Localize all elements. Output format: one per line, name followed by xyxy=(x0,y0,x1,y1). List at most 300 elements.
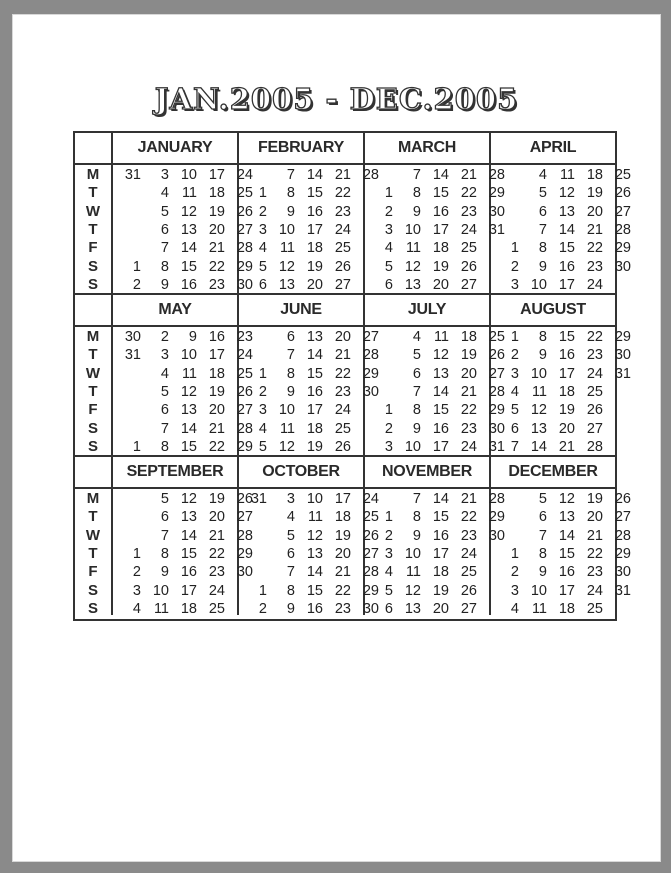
day-number: 2 xyxy=(160,329,169,345)
day-number: 5 xyxy=(286,527,295,544)
month-name: JANUARY xyxy=(137,139,213,156)
weekday-label: T xyxy=(88,220,98,238)
day-number: 24 xyxy=(460,438,477,455)
day-number: 11 xyxy=(531,383,547,400)
day-number: 11 xyxy=(181,365,197,382)
day-number: 9 xyxy=(286,203,295,220)
day-number: 20 xyxy=(208,509,225,526)
day-number: 7 xyxy=(160,527,169,544)
day-number: 17 xyxy=(208,347,225,364)
day-number: 21 xyxy=(334,347,351,364)
day-number: 6 xyxy=(412,365,421,382)
day-number: 4 xyxy=(510,383,519,400)
day-number: 6 xyxy=(160,221,169,238)
day-number: 2 xyxy=(258,383,267,400)
month-october xyxy=(239,457,379,617)
day-number: 2 xyxy=(384,203,393,220)
day-number: 9 xyxy=(160,564,169,581)
day-number: 29 xyxy=(236,258,253,275)
day-number: 19 xyxy=(586,491,603,507)
day-number: 30 xyxy=(488,420,505,437)
day-number: 4 xyxy=(160,365,169,382)
day-number: 10 xyxy=(404,438,421,455)
day-number: 3 xyxy=(510,276,519,293)
day-number: 24 xyxy=(208,582,225,599)
day-number: 15 xyxy=(558,545,575,562)
day-number: 2 xyxy=(510,258,519,275)
day-number: 8 xyxy=(538,240,547,257)
day-number: 5 xyxy=(510,402,519,419)
weekday-label: S xyxy=(87,599,98,617)
day-number: 18 xyxy=(460,329,477,345)
day-number: 31 xyxy=(488,221,505,238)
weekday-label: S xyxy=(87,257,98,275)
day-number: 3 xyxy=(132,582,141,599)
weekday-label: F xyxy=(88,239,98,257)
day-number: 30 xyxy=(362,383,379,400)
day-number: 29 xyxy=(362,365,379,382)
calendar-title: JAN.2005 - DEC.2005 xyxy=(154,82,519,116)
day-number: 26 xyxy=(460,582,477,599)
month-march xyxy=(365,133,505,293)
day-number: 11 xyxy=(405,240,421,257)
day-number: 16 xyxy=(306,203,323,220)
day-number: 16 xyxy=(208,329,225,345)
day-number: 10 xyxy=(530,582,547,599)
day-number: 10 xyxy=(180,167,197,183)
day-number: 30 xyxy=(614,258,631,275)
day-number: 14 xyxy=(432,491,449,507)
day-number: 4 xyxy=(384,240,393,257)
day-number: 25 xyxy=(586,383,603,400)
day-number: 29 xyxy=(236,438,253,455)
day-number: 20 xyxy=(460,365,477,382)
day-number: 30 xyxy=(614,564,631,581)
day-number: 31 xyxy=(488,438,505,455)
day-number: 9 xyxy=(412,420,421,437)
day-number: 26 xyxy=(614,185,631,202)
day-number: 1 xyxy=(132,438,141,455)
day-number: 29 xyxy=(488,509,505,526)
day-number: 19 xyxy=(432,258,449,275)
day-number: 24 xyxy=(586,276,603,293)
day-number: 1 xyxy=(132,258,141,275)
day-number: 13 xyxy=(306,329,323,345)
day-number: 23 xyxy=(208,564,225,581)
day-number: 2 xyxy=(132,564,141,581)
month-june xyxy=(239,295,379,455)
day-number: 9 xyxy=(412,203,421,220)
day-number: 4 xyxy=(538,167,547,183)
day-number: 8 xyxy=(538,545,547,562)
day-number: 16 xyxy=(306,600,323,617)
day-number: 8 xyxy=(160,545,169,562)
day-number: 7 xyxy=(412,167,421,183)
day-number: 12 xyxy=(180,491,197,507)
day-number: 7 xyxy=(286,347,295,364)
day-number: 10 xyxy=(278,402,295,419)
day-number: 17 xyxy=(558,365,575,382)
day-number: 9 xyxy=(538,347,547,364)
day-number: 18 xyxy=(558,383,575,400)
day-number: 2 xyxy=(132,276,141,293)
day-number: 11 xyxy=(307,509,323,526)
day-number: 15 xyxy=(306,365,323,382)
day-number: 24 xyxy=(362,491,379,507)
weekday-column xyxy=(75,295,113,455)
day-number: 27 xyxy=(236,509,253,526)
day-number: 28 xyxy=(614,527,631,544)
day-number: 23 xyxy=(208,276,225,293)
day-number: 18 xyxy=(586,167,603,183)
day-number: 13 xyxy=(558,509,575,526)
day-number: 23 xyxy=(236,329,253,345)
day-number: 28 xyxy=(236,240,253,257)
day-number: 23 xyxy=(334,600,351,617)
day-number: 3 xyxy=(286,491,295,507)
day-number: 22 xyxy=(586,545,603,562)
day-number: 18 xyxy=(432,240,449,257)
day-number: 4 xyxy=(258,240,267,257)
day-number: 20 xyxy=(558,420,575,437)
day-number: 26 xyxy=(334,258,351,275)
day-number: 9 xyxy=(286,383,295,400)
day-number: 6 xyxy=(160,402,169,419)
day-number: 25 xyxy=(488,329,505,345)
day-number: 14 xyxy=(180,420,197,437)
weekday-label: F xyxy=(88,563,98,581)
day-number: 4 xyxy=(160,185,169,202)
day-number: 19 xyxy=(586,185,603,202)
day-number: 3 xyxy=(510,365,519,382)
day-number: 10 xyxy=(306,491,323,507)
month-may xyxy=(113,295,253,455)
day-number: 13 xyxy=(180,402,197,419)
day-number: 6 xyxy=(384,276,393,293)
day-number: 27 xyxy=(236,402,253,419)
day-number: 19 xyxy=(558,402,575,419)
day-number: 21 xyxy=(586,527,603,544)
day-number: 27 xyxy=(362,329,379,345)
day-number: 24 xyxy=(334,221,351,238)
weekday-label: W xyxy=(85,364,101,382)
day-number: 10 xyxy=(404,221,421,238)
month-november xyxy=(365,457,505,617)
day-number: 17 xyxy=(208,167,225,183)
day-number: 15 xyxy=(180,258,197,275)
day-number: 27 xyxy=(334,276,351,293)
day-number: 11 xyxy=(405,564,421,581)
day-number: 27 xyxy=(586,420,603,437)
day-number: 1 xyxy=(510,240,519,257)
day-number: 23 xyxy=(460,527,477,544)
day-number: 5 xyxy=(538,185,547,202)
day-number: 25 xyxy=(236,365,253,382)
month-name: APRIL xyxy=(529,139,577,156)
day-number: 15 xyxy=(306,185,323,202)
day-number: 25 xyxy=(334,240,351,257)
day-number: 8 xyxy=(160,438,169,455)
day-number: 25 xyxy=(460,564,477,581)
day-number: 15 xyxy=(180,438,197,455)
day-number: 29 xyxy=(614,240,631,257)
day-number: 2 xyxy=(258,203,267,220)
day-number: 8 xyxy=(412,185,421,202)
day-number: 29 xyxy=(614,329,631,345)
day-number: 1 xyxy=(258,185,267,202)
day-number: 18 xyxy=(306,240,323,257)
day-number: 12 xyxy=(530,402,547,419)
day-number: 6 xyxy=(384,600,393,617)
day-number: 19 xyxy=(208,491,225,507)
month-name: MARCH xyxy=(397,139,457,156)
day-number: 15 xyxy=(180,545,197,562)
day-number: 30 xyxy=(362,600,379,617)
day-number: 3 xyxy=(384,221,393,238)
day-number: 21 xyxy=(460,167,477,183)
day-number: 21 xyxy=(208,527,225,544)
day-number: 11 xyxy=(433,329,449,345)
day-number: 14 xyxy=(180,527,197,544)
day-number: 5 xyxy=(538,491,547,507)
day-number: 26 xyxy=(236,491,253,507)
day-number: 26 xyxy=(362,527,379,544)
day-number: 11 xyxy=(181,185,197,202)
day-number: 15 xyxy=(558,240,575,257)
day-number: 8 xyxy=(412,509,421,526)
day-number: 12 xyxy=(404,258,421,275)
day-number: 17 xyxy=(180,582,197,599)
month-august xyxy=(491,295,631,455)
day-number: 3 xyxy=(160,347,169,364)
day-number: 17 xyxy=(306,402,323,419)
weekday-label: S xyxy=(87,419,98,437)
day-number: 27 xyxy=(460,600,477,617)
day-number: 8 xyxy=(160,258,169,275)
day-number: 22 xyxy=(460,509,477,526)
day-number: 5 xyxy=(160,491,169,507)
day-number: 12 xyxy=(432,347,449,364)
day-number: 13 xyxy=(404,276,421,293)
day-number: 13 xyxy=(530,420,547,437)
day-number: 7 xyxy=(510,438,519,455)
day-number: 15 xyxy=(432,185,449,202)
day-number: 5 xyxy=(160,383,169,400)
day-number: 22 xyxy=(586,329,603,345)
day-number: 23 xyxy=(334,383,351,400)
day-number: 16 xyxy=(180,276,197,293)
day-number: 14 xyxy=(558,221,575,238)
calendar-card xyxy=(12,14,661,862)
day-number: 12 xyxy=(180,203,197,220)
day-number: 3 xyxy=(384,545,393,562)
day-number: 20 xyxy=(208,221,225,238)
day-number: 16 xyxy=(432,203,449,220)
day-number: 25 xyxy=(614,167,631,183)
day-number: 16 xyxy=(558,258,575,275)
day-number: 28 xyxy=(236,420,253,437)
day-number: 13 xyxy=(180,509,197,526)
day-number: 7 xyxy=(286,167,295,183)
day-number: 22 xyxy=(460,185,477,202)
day-number: 7 xyxy=(286,564,295,581)
day-number: 23 xyxy=(586,258,603,275)
day-number: 31 xyxy=(124,167,141,183)
day-number: 2 xyxy=(510,347,519,364)
day-number: 22 xyxy=(208,545,225,562)
month-name: SEPTEMBER xyxy=(126,463,224,480)
day-number: 2 xyxy=(510,564,519,581)
day-number: 25 xyxy=(208,600,225,617)
day-number: 5 xyxy=(258,258,267,275)
day-number: 19 xyxy=(306,258,323,275)
day-number: 19 xyxy=(334,527,351,544)
day-number: 26 xyxy=(236,203,253,220)
day-number: 17 xyxy=(334,491,351,507)
day-number: 14 xyxy=(530,438,547,455)
day-number: 31 xyxy=(614,582,631,599)
day-number: 17 xyxy=(432,438,449,455)
day-number: 20 xyxy=(306,276,323,293)
weekday-label: W xyxy=(85,202,101,220)
day-number: 12 xyxy=(558,185,575,202)
year-calendar-grid xyxy=(73,131,631,621)
day-number: 8 xyxy=(286,185,295,202)
day-number: 21 xyxy=(460,383,477,400)
day-number: 12 xyxy=(278,258,295,275)
day-number: 4 xyxy=(510,600,519,617)
day-number: 22 xyxy=(334,365,351,382)
day-number: 30 xyxy=(236,564,253,581)
day-number: 5 xyxy=(160,203,169,220)
day-number: 23 xyxy=(586,347,603,364)
day-number: 4 xyxy=(286,509,295,526)
day-number: 29 xyxy=(236,545,253,562)
day-number: 26 xyxy=(460,258,477,275)
day-number: 24 xyxy=(236,167,253,183)
month-name: NOVEMBER xyxy=(381,463,473,480)
day-number: 7 xyxy=(160,240,169,257)
day-number: 14 xyxy=(306,167,323,183)
weekday-label: M xyxy=(86,328,100,345)
day-number: 9 xyxy=(286,600,295,617)
weekday-label: M xyxy=(86,490,100,507)
day-number: 2 xyxy=(258,600,267,617)
day-number: 8 xyxy=(286,582,295,599)
weekday-label: F xyxy=(88,401,98,419)
weekday-label: T xyxy=(88,544,98,562)
month-april xyxy=(491,133,631,293)
weekday-column xyxy=(75,133,113,293)
day-number: 25 xyxy=(334,420,351,437)
day-number: 11 xyxy=(559,167,575,183)
day-number: 18 xyxy=(180,600,197,617)
day-number: 12 xyxy=(306,527,323,544)
weekday-label: M xyxy=(86,166,100,183)
day-number: 11 xyxy=(279,240,295,257)
day-number: 5 xyxy=(384,258,393,275)
day-number: 13 xyxy=(558,203,575,220)
day-number: 7 xyxy=(160,420,169,437)
day-number: 21 xyxy=(334,167,351,183)
month-name: JUNE xyxy=(280,301,322,318)
day-number: 11 xyxy=(531,600,547,617)
day-number: 9 xyxy=(538,564,547,581)
day-number: 27 xyxy=(614,509,631,526)
day-number: 17 xyxy=(306,221,323,238)
day-number: 20 xyxy=(334,329,351,345)
day-number: 18 xyxy=(306,420,323,437)
day-number: 24 xyxy=(586,582,603,599)
day-number: 28 xyxy=(586,438,603,455)
day-number: 24 xyxy=(460,221,477,238)
day-number: 1 xyxy=(510,329,519,345)
day-number: 16 xyxy=(558,564,575,581)
day-number: 1 xyxy=(132,545,141,562)
day-number: 25 xyxy=(236,185,253,202)
day-number: 15 xyxy=(432,402,449,419)
day-number: 4 xyxy=(412,329,421,345)
month-name: DECEMBER xyxy=(508,463,598,480)
day-number: 16 xyxy=(180,564,197,581)
day-number: 5 xyxy=(412,347,421,364)
day-number: 31 xyxy=(250,491,267,507)
day-number: 27 xyxy=(236,221,253,238)
day-number: 22 xyxy=(334,582,351,599)
day-number: 30 xyxy=(488,527,505,544)
day-number: 20 xyxy=(432,276,449,293)
day-number: 7 xyxy=(538,221,547,238)
day-number: 25 xyxy=(460,240,477,257)
day-number: 12 xyxy=(278,438,295,455)
day-number: 27 xyxy=(614,203,631,220)
day-number: 6 xyxy=(510,420,519,437)
day-number: 19 xyxy=(306,438,323,455)
day-number: 3 xyxy=(160,167,169,183)
day-number: 28 xyxy=(362,564,379,581)
day-number: 25 xyxy=(362,509,379,526)
day-number: 20 xyxy=(208,402,225,419)
day-number: 26 xyxy=(614,491,631,507)
day-number: 8 xyxy=(286,365,295,382)
day-number: 6 xyxy=(286,329,295,345)
day-number: 16 xyxy=(558,347,575,364)
day-number: 30 xyxy=(488,203,505,220)
day-number: 14 xyxy=(558,527,575,544)
day-number: 5 xyxy=(384,582,393,599)
day-number: 5 xyxy=(258,438,267,455)
day-number: 28 xyxy=(362,347,379,364)
day-number: 19 xyxy=(432,582,449,599)
day-number: 20 xyxy=(334,545,351,562)
day-number: 30 xyxy=(236,276,253,293)
day-number: 22 xyxy=(334,185,351,202)
weekday-label: S xyxy=(87,275,98,293)
day-number: 19 xyxy=(208,203,225,220)
day-number: 23 xyxy=(334,203,351,220)
day-number: 29 xyxy=(362,582,379,599)
day-number: 13 xyxy=(278,276,295,293)
day-number: 24 xyxy=(334,402,351,419)
day-number: 6 xyxy=(258,276,267,293)
day-number: 14 xyxy=(306,564,323,581)
day-number: 24 xyxy=(236,347,253,364)
day-number: 1 xyxy=(384,509,393,526)
day-number: 28 xyxy=(614,221,631,238)
day-number: 14 xyxy=(306,347,323,364)
day-number: 18 xyxy=(208,185,225,202)
day-number: 1 xyxy=(258,582,267,599)
